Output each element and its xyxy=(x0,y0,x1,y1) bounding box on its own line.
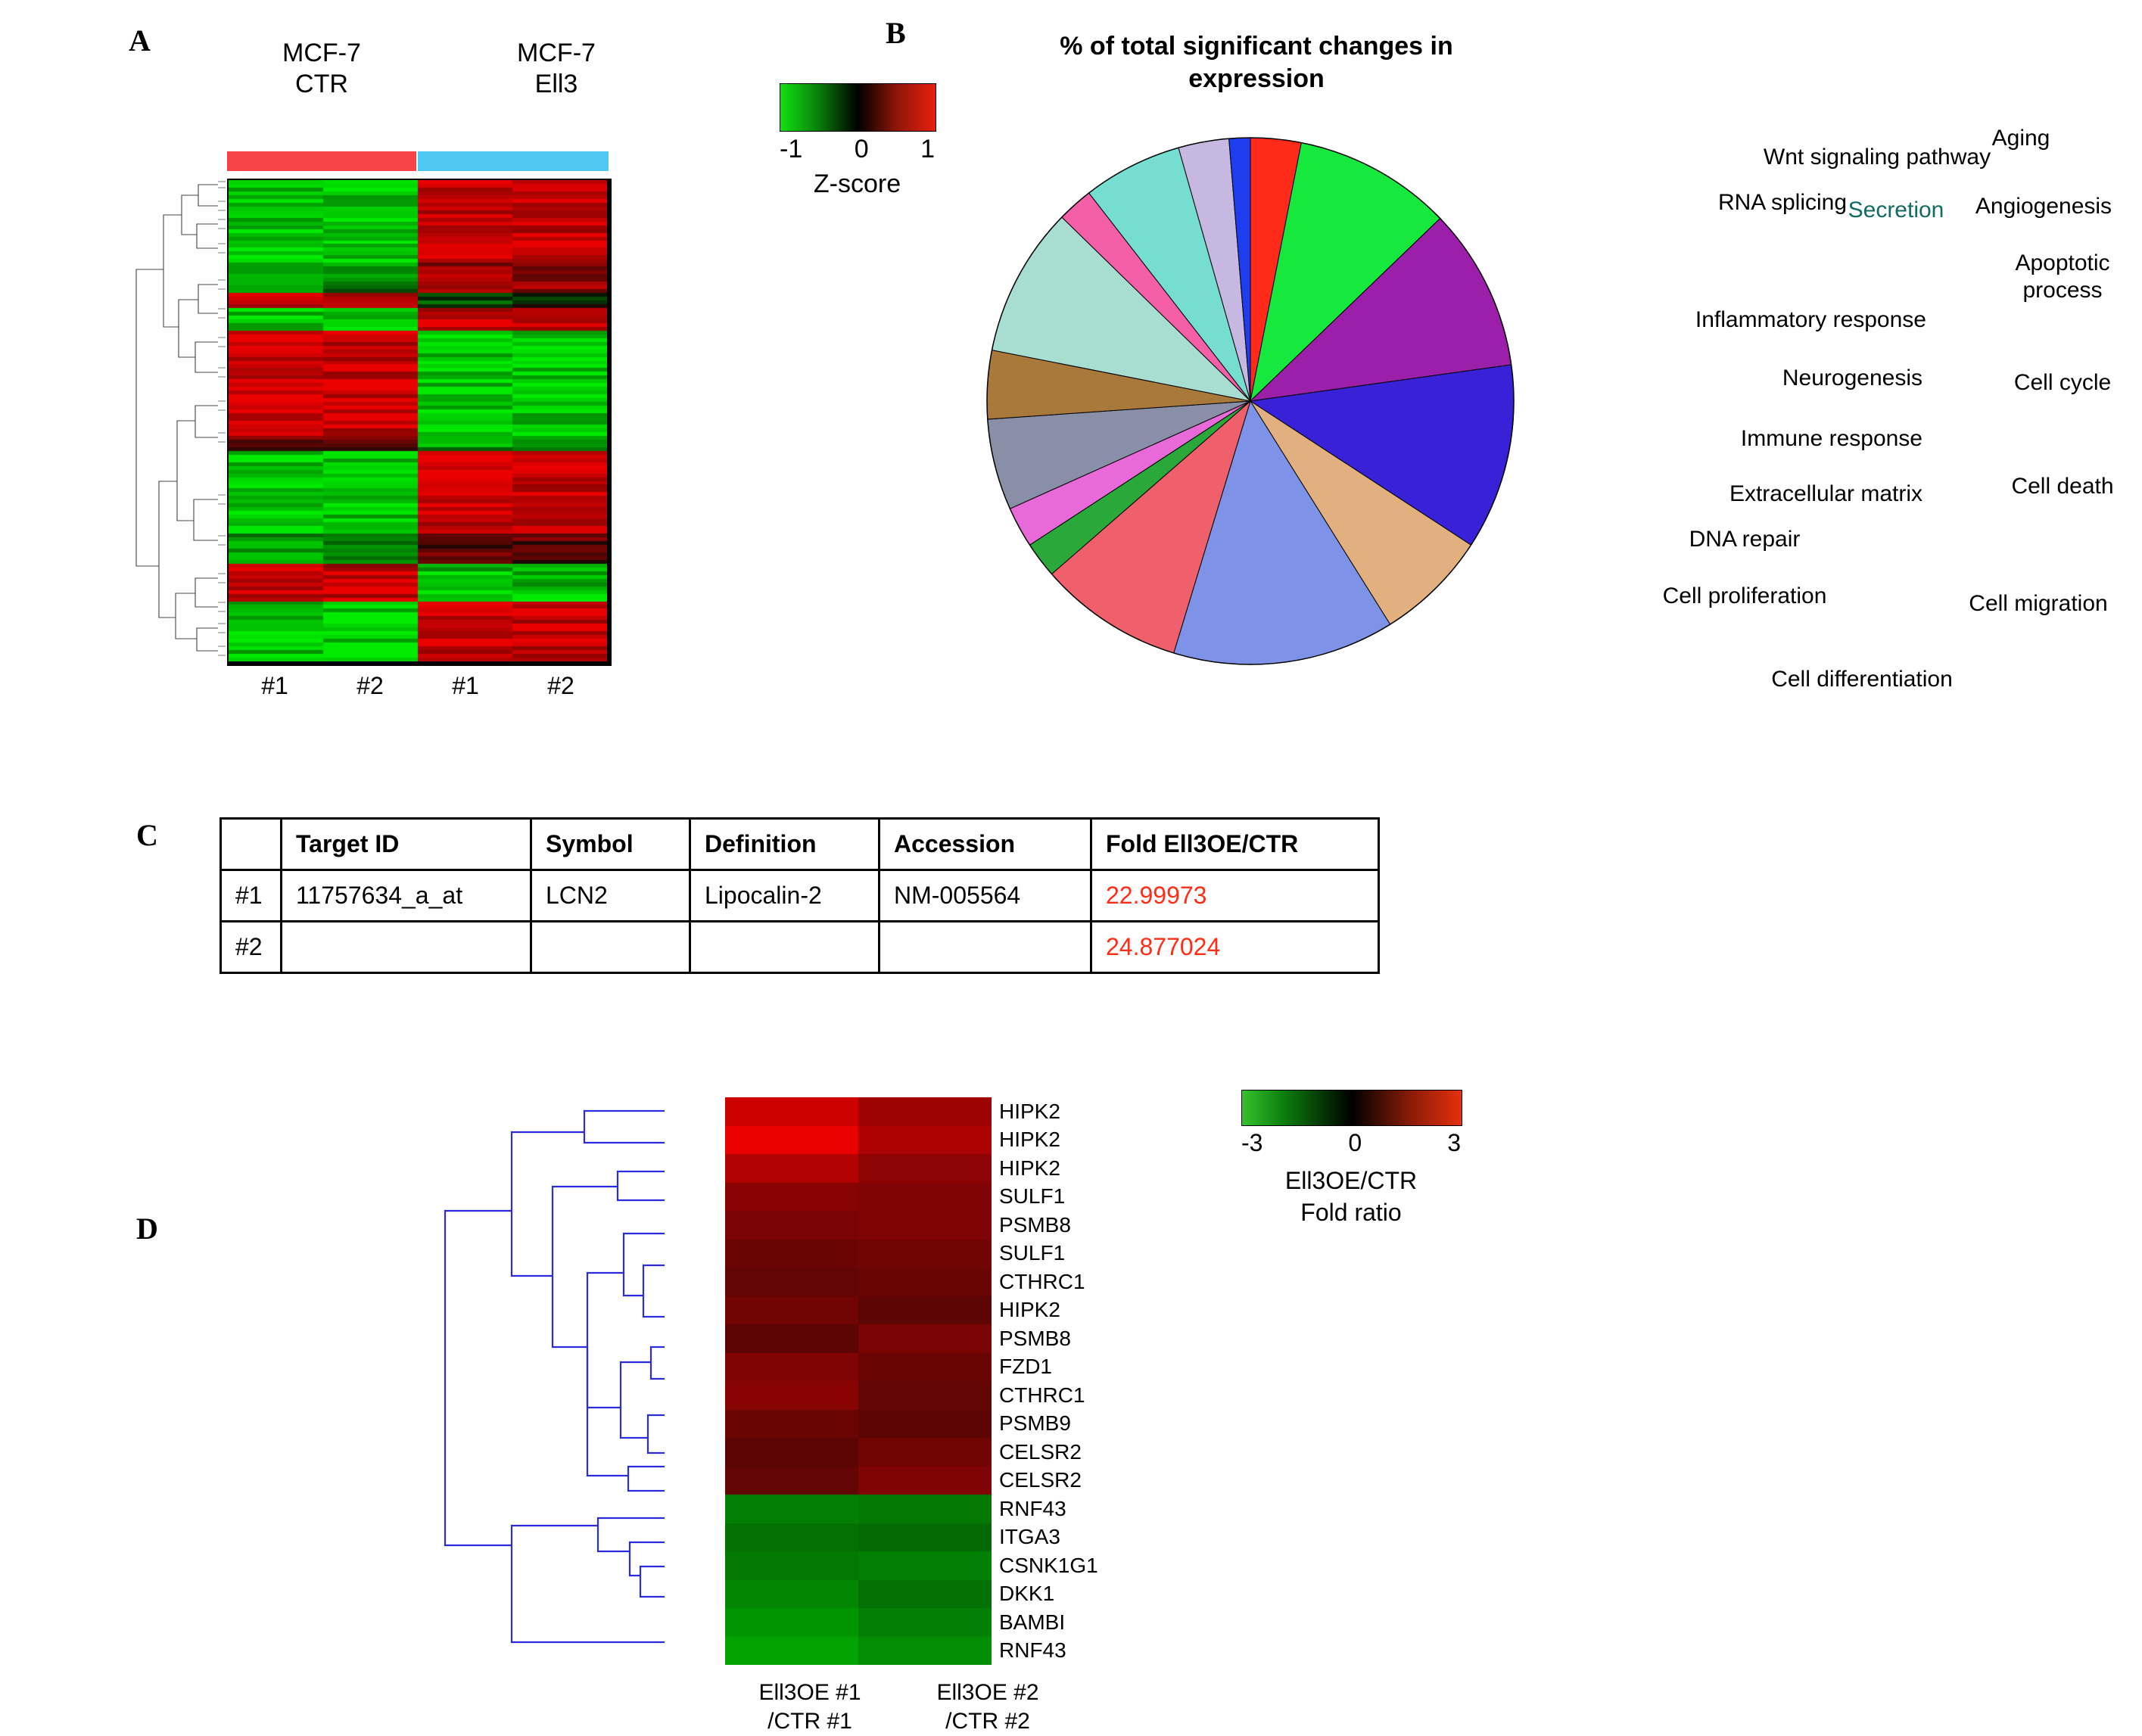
table-header-target-id: Target ID xyxy=(282,819,531,870)
table-cell-definition-2 xyxy=(690,922,880,973)
table-cell-fold-1: 22.99973 xyxy=(1091,870,1379,922)
table-row xyxy=(221,870,1379,922)
gene-label: HIPK2 xyxy=(999,1156,1060,1180)
pie-label-text-cell-differentiation: Cell differentiation xyxy=(1771,667,1953,692)
group-label-ell3-line1: MCF-7 xyxy=(517,39,596,67)
table-header-fold: Fold Ell3OE/CTR xyxy=(1091,819,1379,870)
table-header-accession: Accession xyxy=(880,819,1091,870)
table-cell-accession-1: NM-005564 xyxy=(880,870,1091,922)
table-cell-target-id-1: 11757634_a_at xyxy=(282,870,531,922)
d-colorbar-title-line1: Ell3OE/CTR xyxy=(1284,1167,1418,1194)
panel-a-group-label-ell3 xyxy=(462,38,651,101)
table-cell-index-1: #1 xyxy=(221,870,282,922)
gene-label: CELSR2 xyxy=(999,1468,1082,1492)
panel-a-dendrogram xyxy=(129,179,229,663)
table-cell-symbol-1: LCN2 xyxy=(531,870,690,922)
panel-a-group-bar-ctr xyxy=(227,151,416,171)
gene-label: CTHRC1 xyxy=(999,1383,1085,1407)
pie-label-text-aging: Aging xyxy=(1991,126,2050,151)
table-header-row xyxy=(221,819,1379,870)
gene-label: RNF43 xyxy=(999,1638,1066,1663)
gene-label: CSNK1G1 xyxy=(999,1553,1098,1577)
pie-label-text-immune: Immune response xyxy=(1740,426,1923,451)
pie-label-text-cell-cycle: Cell cycle xyxy=(2013,370,2112,395)
table-cell-accession-2 xyxy=(880,922,1091,973)
table-row xyxy=(221,922,1379,973)
panel-d-colorbar-title xyxy=(1226,1165,1476,1228)
pie-label-text-cell-death: Cell death xyxy=(2011,474,2114,499)
panel-a-col-tick-2: #2 xyxy=(356,672,384,699)
gene-label: HIPK2 xyxy=(999,1128,1060,1152)
pie-label-text-rna-splicing: RNA splicing xyxy=(1717,190,1848,215)
table-header-blank xyxy=(221,819,282,870)
table-cell-target-id-2 xyxy=(282,922,531,973)
pie-label-wnt-signaling xyxy=(1752,144,2002,171)
pie-label-angiogenesis xyxy=(1953,193,2134,220)
pie-label-cell-death xyxy=(1983,473,2142,500)
gene-label: PSMB9 xyxy=(999,1411,1071,1436)
d-colorbar-tick-mid: 0 xyxy=(1348,1129,1362,1156)
panel-d-gene-labels xyxy=(999,1097,1219,1665)
table-header-definition: Definition xyxy=(690,819,880,870)
gene-label: CTHRC1 xyxy=(999,1269,1085,1293)
panel-a-col-tick-1: #1 xyxy=(261,672,288,699)
panel-b-letter: B xyxy=(886,16,906,50)
pie-label-text-dna-repair: DNA repair xyxy=(1689,527,1801,552)
panel-d-colorbar xyxy=(1241,1090,1462,1126)
table-cell-symbol-2 xyxy=(531,922,690,973)
pie-label-text-wnt: Wnt signaling pathway xyxy=(1763,145,1991,170)
gene-label: SULF1 xyxy=(999,1241,1066,1265)
panel-a xyxy=(129,15,935,719)
panel-d-letter: D xyxy=(136,1212,158,1246)
pie-label-inflammatory-response xyxy=(1654,306,1926,334)
pie-label-text-apoptotic: Apoptotic process xyxy=(2015,250,2110,303)
d-colorbar-title-line2: Fold ratio xyxy=(1300,1198,1402,1226)
pie-label-cell-migration xyxy=(1944,590,2133,618)
gene-label: HIPK2 xyxy=(999,1099,1060,1123)
pie-label-text-neurogenesis: Neurogenesis xyxy=(1782,366,1923,390)
panel-d-col-label-1-line2: /CTR #1 xyxy=(767,1708,852,1734)
pie-label-text-angiogenesis: Angiogenesis xyxy=(1975,194,2112,219)
panel-c-letter: C xyxy=(136,818,158,852)
pie-label-apoptotic-process xyxy=(1983,250,2142,304)
panel-a-col-tick-4: #2 xyxy=(547,672,574,699)
colorbar-tick-mid: 0 xyxy=(854,135,869,163)
group-label-ctr-line1: MCF-7 xyxy=(282,39,361,67)
pie-label-extracellular-matrix xyxy=(1654,481,1923,508)
gene-label: PSMB8 xyxy=(999,1212,1071,1237)
table-cell-fold-2: 24.877024 xyxy=(1091,922,1379,973)
pie-label-rna-splicing xyxy=(1692,189,1873,216)
gene-label: FZD1 xyxy=(999,1355,1052,1379)
panel-a-group-label-ctr xyxy=(227,38,416,101)
colorbar-tick-max: 1 xyxy=(920,135,935,163)
panel-a-letter: A xyxy=(129,23,151,58)
gene-label: BAMBI xyxy=(999,1610,1066,1634)
pie-label-dna-repair xyxy=(1658,526,1832,553)
group-label-ell3-line2: Ell3 xyxy=(534,70,578,99)
pie-label-immune-response xyxy=(1658,425,1923,453)
panel-d-colorbar-ticks xyxy=(1241,1129,1461,1157)
pie-label-cell-cycle xyxy=(1983,369,2142,397)
pie-label-text-inflammatory: Inflammatory response xyxy=(1695,307,1926,332)
pie-label-cell-proliferation xyxy=(1635,583,1854,610)
gene-label: SULF1 xyxy=(999,1184,1066,1209)
panel-a-col-tick-3: #1 xyxy=(452,672,479,699)
panel-d-dendrogram xyxy=(439,1097,725,1665)
pie-label-text-ecm: Extracellular matrix xyxy=(1729,481,1923,506)
group-label-ctr-line2: CTR xyxy=(295,70,348,99)
panel-d-col-label-2-line1: Ell3OE #2 xyxy=(936,1680,1039,1705)
gene-label: RNF43 xyxy=(999,1496,1066,1520)
panel-c-table xyxy=(219,817,1380,974)
panel-b-pie-chart xyxy=(985,136,1515,666)
colorbar-tick-min: -1 xyxy=(780,135,803,163)
d-colorbar-tick-max: 3 xyxy=(1447,1129,1461,1156)
d-colorbar-tick-min: -3 xyxy=(1241,1129,1263,1156)
pie-label-cell-differentiation xyxy=(1741,666,1983,693)
panel-b xyxy=(870,8,2114,734)
table-header-symbol: Symbol xyxy=(531,819,690,870)
panel-d xyxy=(136,1075,1499,1733)
panel-b-title: % of total significant changes in expression xyxy=(1060,32,1453,93)
pie-label-text-cell-proliferation: Cell proliferation xyxy=(1662,583,1827,608)
gene-label: CELSR2 xyxy=(999,1439,1082,1464)
panel-a-heatmap xyxy=(227,179,612,666)
gene-label: HIPK2 xyxy=(999,1298,1060,1322)
table-cell-index-2: #2 xyxy=(221,922,282,973)
pie-label-text-cell-migration: Cell migration xyxy=(1969,591,2108,616)
panel-d-col-label-1-line1: Ell3OE #1 xyxy=(758,1680,861,1705)
panel-d-col-label-2-line2: /CTR #2 xyxy=(945,1708,1030,1734)
panel-d-col-label-1 xyxy=(719,1678,901,1735)
panel-d-col-label-2 xyxy=(897,1678,1079,1735)
pie-svg xyxy=(985,136,1515,666)
panel-a-group-bar-ell3 xyxy=(418,151,609,171)
gene-label: DKK1 xyxy=(999,1582,1055,1606)
panel-d-heatmap xyxy=(725,1097,992,1665)
pie-label-neurogenesis xyxy=(1680,365,1923,392)
gene-label: ITGA3 xyxy=(999,1525,1060,1549)
panel-a-colorbar-title: Z-score xyxy=(813,170,901,198)
gene-label: PSMB8 xyxy=(999,1326,1071,1350)
table-cell-definition-1: Lipocalin-2 xyxy=(690,870,880,922)
pie-label-text-secretion: Secretion xyxy=(1848,198,1944,222)
